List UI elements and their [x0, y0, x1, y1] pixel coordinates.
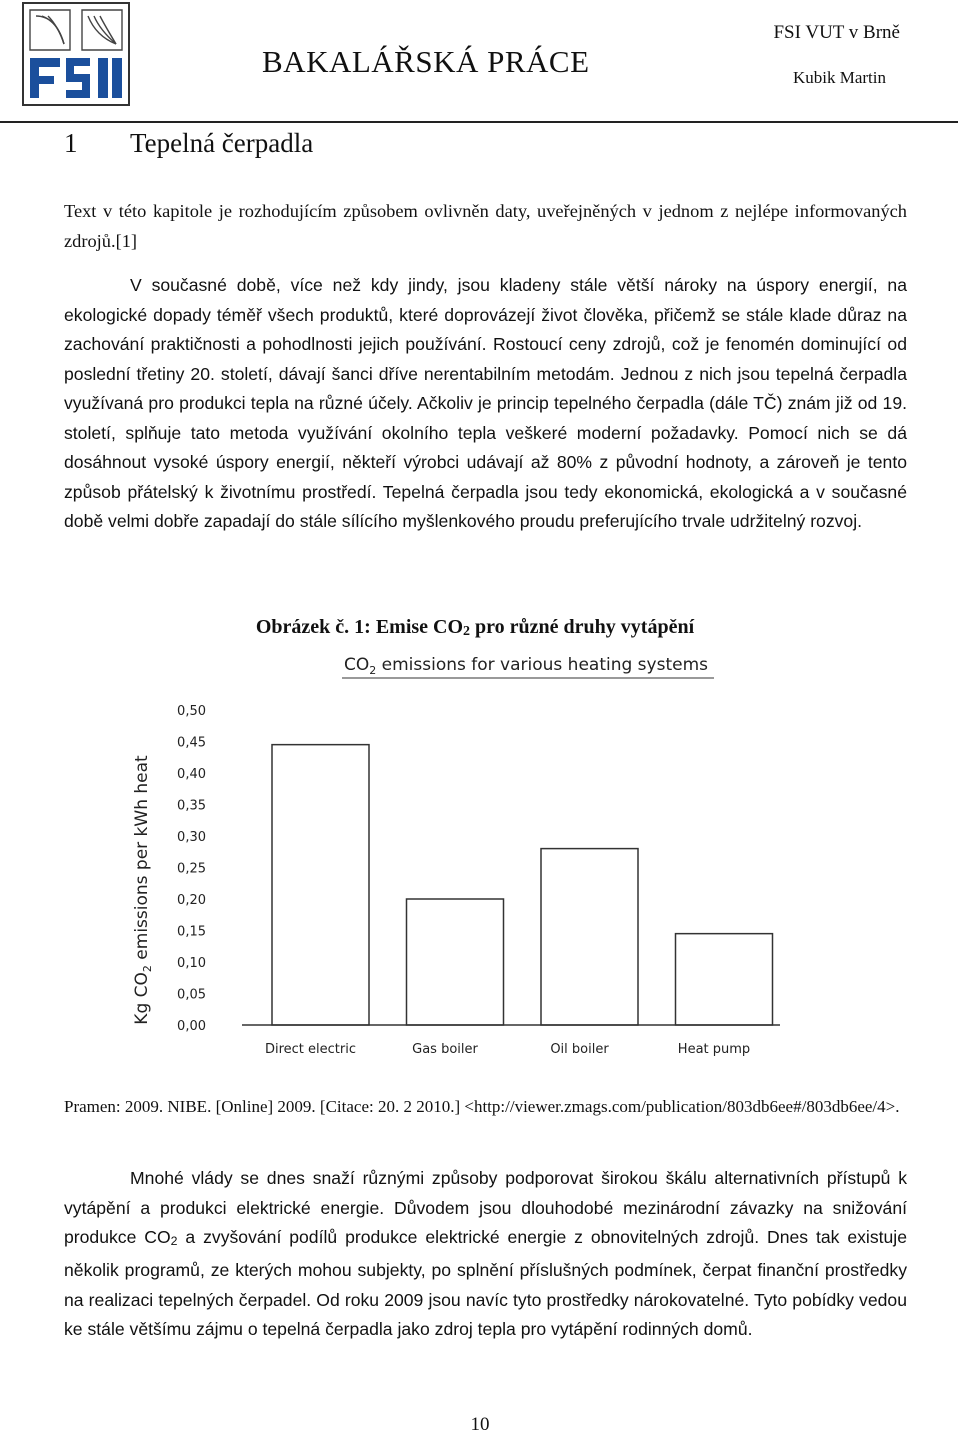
page-header — [0, 0, 960, 124]
fsi-logo-icon — [22, 2, 130, 106]
y-tick-label: 0,05 — [177, 987, 206, 1003]
y-tick-label: 0,40 — [177, 767, 206, 782]
chart-title: $CO_2$ emissions for various heating systems — [343, 655, 709, 677]
bar-direct-electric — [272, 745, 369, 1025]
page-number: 10 — [470, 1414, 490, 1435]
y-tick-label: 0,00 — [177, 1019, 206, 1034]
y-tick-label: 0,25 — [177, 861, 206, 877]
institution-label: FSI VUT v Brně — [773, 22, 900, 43]
x-category-label: Direct electric — [264, 1042, 357, 1057]
header-divider — [0, 121, 958, 123]
bar-heat-pump — [676, 934, 773, 1025]
paragraph-2-subscript: 2 — [170, 1233, 178, 1248]
y-tick-label: 0,15 — [177, 924, 206, 940]
chapter-heading — [64, 128, 313, 159]
document-type-title: BAKALÁŘSKÁ PRÁCE — [262, 44, 590, 79]
figure-caption-prefix: Obrázek č. 1: Emise CO — [255, 616, 464, 638]
y-tick-label: 0,50 — [177, 704, 206, 719]
body-paragraph-2 — [64, 1164, 907, 1345]
bar-oil-boiler — [541, 849, 638, 1025]
author-label: Kubik Martin — [792, 68, 886, 87]
paragraph-2-start: Mnohé vlády se dnes snaží různými způsoby podporovat širokou škálu alternativních přístupů k vytápění a produkci elektrické energie. Důvodem jsou dlouhodobé mezinárodní závazky na snižování produkce CO — [64, 1168, 907, 1247]
figure-caption-subscript: 2 — [463, 624, 471, 640]
figure-caption-suffix: pro různé druhy vytápění — [470, 616, 695, 638]
figure-caption — [0, 616, 960, 640]
y-tick-label: 0,20 — [177, 893, 206, 908]
y-tick-label: 0,30 — [177, 830, 206, 845]
figure-source: Pramen: 2009. NIBE. [Online] 2009. [Citace: 20. 2 2010.] <http://viewer.zmags.com/publication/803db6ee#/803db6ee/4>. — [64, 1097, 900, 1116]
y-tick-label: 0,35 — [177, 798, 206, 814]
bar-gas-boiler — [407, 899, 504, 1025]
y-tick-label: 0,45 — [177, 735, 206, 751]
chart-y-axis-label: Kg $CO_2$ emissions per kWh heat — [132, 755, 154, 1025]
y-tick-label: 0,10 — [177, 956, 206, 971]
x-category-label: Gas boiler — [412, 1042, 478, 1057]
paragraph-2-end: a zvyšování podílů produkce elektrické energie z obnovitelných zdrojů. Dnes tak existuje několik programů, ze kterých mohou subjekty, po splnění příslušných podmínek, čerpat finanční prostředky na realizaci tepelných čerpadel. Od roku 2009 jsou navíc tyto prostředky nárokovatelné. Tyto pobídky vedou ke stále většímu zájmu o tepelná čerpadla jako zdroj tepla pro vytápění rodinných domů. — [64, 1227, 908, 1340]
chart-svg — [120, 648, 840, 1068]
x-category-label: Oil boiler — [550, 1042, 609, 1057]
x-category-label: Heat pump — [677, 1042, 751, 1057]
co2-chart — [120, 648, 840, 1068]
chapter-title: Tepelná čerpadla — [130, 128, 314, 158]
chapter-number: 1 — [64, 128, 78, 158]
body-paragraph-1: V současné době, více než kdy jindy, jsou kladeny stále větší nároky na úspory energií, na ekologické dopady téměř všech produktů, které doprovázejí život člověka, přičemž se stále klade důraz na zachování praktičnosti a pohodlnosti jejich používání. Rostoucí ceny zdrojů, což je fenomén dominující od poslední třetiny 20. století, dávají šanci dříve nerentabilním metodám. Jednou z nich jsou tepelná čerpadla využívaná pro produkci tepla na různé účely. Ačkoliv je princip tepelného čerpadla (dále TČ) znám již od 19. století, splňuje tato metoda využívání okolního tepla veškeré moderní požadavky. Pomocí nich se dá dosáhnout vysoké úspory energií, někteří výrobci udávají až 80% z původní hodnoty, a zároveň je tento způsob přátelský k životnímu prostředí. Tepelná čerpadla jsou tedy ekonomická, ekologická a v současné době velmi dobře zapadají do stále sílícího myšlenkového proudu preferujícího trvale udržitelný rozvoj. — [64, 275, 907, 531]
intro-paragraph: Text v této kapitole je rozhodujícím způsobem ovlivněn daty, uveřejněných v jednom z nejlépe informovaných zdrojů.[1] — [64, 201, 907, 251]
